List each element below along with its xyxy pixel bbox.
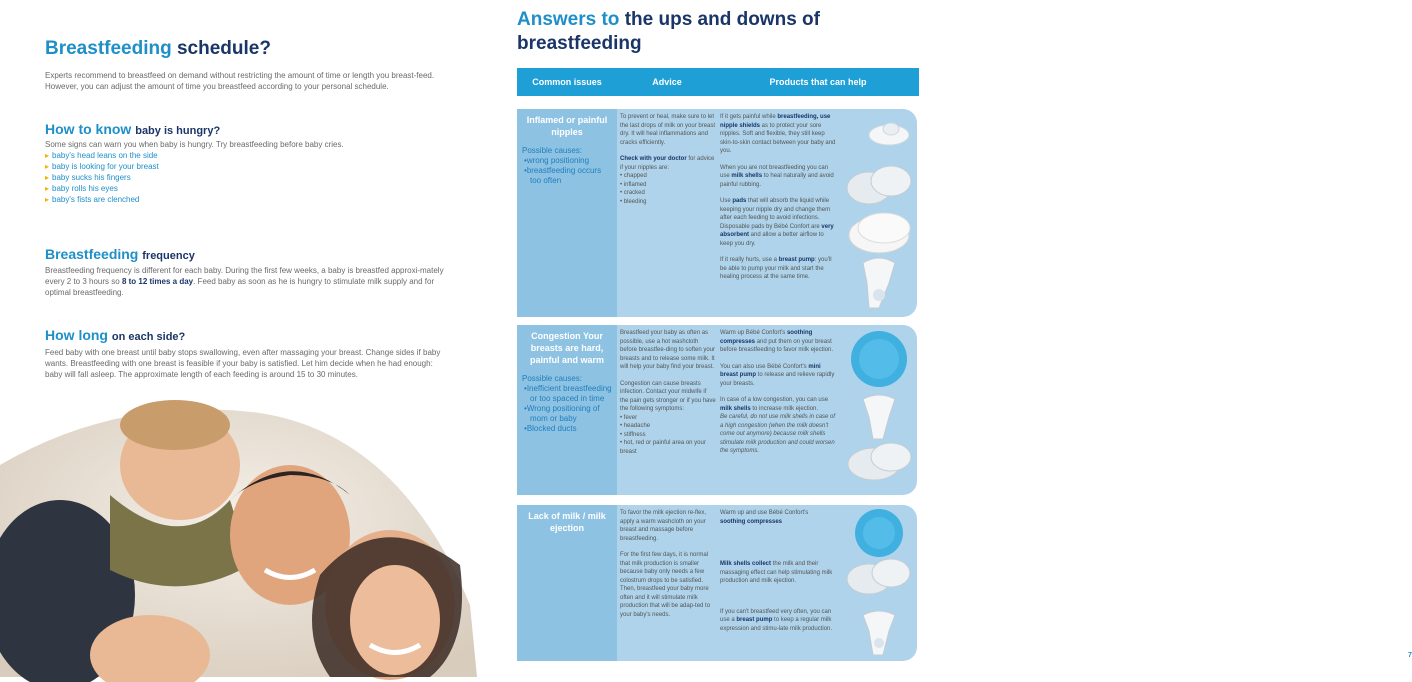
products-column — [720, 329, 838, 464]
advice-text-rest: for advice if your nipples are: — [620, 156, 715, 171]
nipple-shields-icon — [839, 113, 913, 313]
product-warning: Be careful, do not use milk shells in case of a high congestion (when the milk doesn't come out anymore) because milk shells stimulate milk production and could worsen the symptoms. — [720, 414, 836, 454]
list-item: • cracked — [620, 190, 645, 196]
product-text-a: Warm up Bébé Confort's — [720, 330, 787, 336]
hungry-signs-list — [45, 150, 159, 205]
answers-title — [517, 8, 937, 56]
howlong-heading-rest: on each side? — [111, 331, 186, 343]
product-bold: breastfeeding, use nipple shields — [720, 114, 831, 129]
header-advice: Advice — [652, 77, 682, 87]
list-item-text: stiffness — [623, 431, 646, 438]
list-item: • Blocked ducts — [522, 424, 612, 434]
list-item: ▸ baby's fists are clenched — [45, 194, 159, 205]
issue-title: Lack of milk / milk ejection — [528, 511, 606, 533]
list-item: • fever — [620, 414, 638, 421]
product-text — [720, 164, 838, 190]
advice-text: For the first few days, it is normal that milk production is smaller because baby only needs a few colostrum drops to be satisfied. Then, breastfeed your baby more often and it will stimulate milk production that will be adap-ted to your baby's needs. — [620, 552, 711, 618]
frequency-heading-accent: Breastfeeding — [45, 246, 139, 262]
issue-title: Congestion Your breasts are hard, painful and warm — [529, 331, 604, 365]
intro-text: Experts recommend to breastfeed on demand without restricting the amount of time or length you breast-feed. However, you can adjust the amount of time you breastfeed according to your personal schedule. — [45, 71, 435, 91]
advice-text — [620, 155, 716, 172]
advice-text: To favor the milk ejection re-flex, apply a warm washcloth on your breast and massage before breastfeeding. — [620, 510, 707, 542]
products-column — [720, 509, 838, 641]
frequency-heading — [45, 246, 195, 262]
list-item: • stiffness — [620, 431, 646, 438]
page-title — [45, 38, 271, 60]
list-item-text: chapped — [623, 173, 647, 179]
product-bold: pads — [732, 198, 747, 204]
issue-column — [517, 325, 617, 495]
list-item-text: bleeding — [623, 198, 647, 205]
advice-column — [620, 509, 716, 627]
header-products: Products that can help — [769, 77, 867, 87]
answers-title-accent: Answers to — [517, 9, 620, 30]
product-text-a: If it gets painful while — [720, 114, 778, 120]
list-item-text: hot, red or painful area on your breast — [620, 440, 706, 455]
list-item: • breastfeeding occurs too often — [522, 166, 612, 186]
issue-column — [517, 505, 617, 661]
issue-card-nipples — [517, 109, 917, 317]
frequency-text-bold: 8 to 12 times a day — [121, 277, 194, 286]
product-bold: soothing compresses — [720, 518, 783, 525]
product-bold: soothing compresses — [720, 330, 813, 345]
product-bold: very absorbent — [720, 223, 834, 238]
list-item: • headache — [620, 423, 651, 429]
howlong-heading-accent: How long — [45, 327, 108, 343]
advice-text: To prevent or heal, make sure to let the last drops of milk on your breast dry. It will heal inflammations and cracks efficiently. — [620, 114, 716, 146]
answers-title-rest: the ups and downs of breastfeeding — [517, 9, 820, 54]
product-text-a: You can also use Bébé Confort's — [720, 363, 809, 370]
products-column — [720, 113, 838, 290]
list-item: • wrong positioning — [522, 156, 612, 166]
issue-card-lack-of-milk — [517, 505, 917, 661]
frequency-text-a: Breastfeeding frequency is different for each baby. During the first few weeks, a baby is breastfed approxi-mately every 2 to 3 hours so — [45, 266, 444, 286]
product-bold: Milk shells collect — [720, 561, 772, 567]
product-text — [720, 509, 838, 526]
issue-column — [517, 109, 617, 317]
table-header — [517, 68, 919, 96]
product-text-b: as to protect your sore nipples. Soft and flexible, they still keep skin-to-skin contact between your baby and you. — [720, 122, 836, 154]
list-item: • chapped — [620, 173, 647, 179]
product-text — [720, 329, 838, 355]
howlong-heading — [45, 327, 185, 343]
list-item: • Wrong positioning of mom or baby — [522, 404, 612, 424]
causes-list — [522, 384, 612, 434]
frequency-text — [45, 265, 445, 298]
product-bold: breast pump — [778, 257, 815, 263]
product-text-a: Warm up and use Bébé Confort's — [720, 510, 809, 516]
list-item: • inflamed — [620, 181, 647, 188]
list-item: ▸ baby's head leans on the side — [45, 150, 159, 161]
page-number: 7 — [1408, 652, 1412, 659]
advice-text: Breastfeed your baby as often as possible, use a hot washcloth before breastfee-ding to soften your breasts and to release some milk. It will help your baby find your breast. — [620, 330, 716, 370]
hungry-heading — [45, 121, 220, 137]
howlong-text: Feed baby with one breast until baby stops swallowing, even after massaging your breast. Change sides if baby wants. Breastfeeding with one breast is feasible if your baby is satisfied. Let him decide when he had enough: baby will fall asleep. The approximate length of each feeding is around 15 to 30 minutes. — [45, 348, 441, 379]
product-text — [720, 197, 838, 248]
advice-column — [620, 113, 716, 206]
title-rest: schedule? — [176, 38, 271, 59]
hungry-heading-accent: How to know — [45, 121, 132, 137]
list-item-text: headache — [623, 423, 651, 429]
list-item: ▸ baby rolls his eyes — [45, 183, 159, 194]
frequency-heading-rest: frequency — [142, 250, 195, 262]
left-page — [0, 0, 477, 677]
product-text — [720, 608, 838, 634]
hungry-text: Some signs can warn you when baby is hungry. Try breastfeeding before baby cries. — [45, 140, 344, 149]
product-text — [720, 396, 838, 456]
product-text-b: to increase milk ejection. — [750, 405, 819, 412]
issue-card-congestion — [517, 325, 917, 495]
list-item-text: inflamed — [623, 181, 647, 188]
list-item: • hot, red or painful area on your breast — [620, 440, 706, 455]
product-text-b: the milk and their massaging effect can help stimulating milk production and milk ejection. — [720, 561, 833, 584]
product-text-b: : you'll be able to pump your milk and start the healing process at the same time. — [720, 257, 832, 280]
product-text-a: In case of a low congestion, you can use — [720, 397, 829, 403]
product-text-c: and allow a better airflow to keep you dry. — [720, 232, 824, 247]
soothing-compress-icon — [839, 329, 913, 491]
causes-list — [522, 156, 612, 186]
breast-pump-icon — [839, 507, 913, 659]
family-photo — [0, 405, 477, 677]
product-text-b: and put them on your breast before breastfeeding to favor milk ejection. — [720, 338, 834, 353]
product-bold: mini breast pump — [720, 363, 821, 378]
list-item: ▸ baby sucks his fingers — [45, 172, 159, 183]
list-item-text: cracked — [623, 190, 645, 196]
product-text — [720, 363, 838, 389]
list-item-text: fever — [623, 414, 638, 421]
product-text — [720, 256, 838, 282]
product-bold: milk shells — [731, 173, 763, 179]
right-page — [477, 0, 1412, 677]
advice-column — [620, 329, 716, 456]
product-text — [720, 560, 838, 586]
header-common-issues: Common issues — [532, 77, 602, 87]
issue-title: Inflamed or painful nipples — [526, 115, 608, 137]
product-text-b: to heal naturally and avoid painful rubbing. — [720, 173, 834, 188]
product-text-a: When you are not breastfeeding you can use — [720, 164, 829, 179]
product-text-b: to keep a regular milk expression and stimu-late milk production. — [720, 617, 833, 632]
frequency-text-b: . Feed baby as soon as he is hungry to stimulate milk supply and for optimal breastfeeding. — [45, 277, 435, 297]
product-bold: milk shells — [720, 405, 751, 412]
advice-text: Congestion can cause breasts infection. Contact your midwife if the pain gets stronger or if you have the following symptoms: — [620, 380, 716, 412]
list-item: ▸ baby is looking for your breast — [45, 161, 159, 172]
product-bold: breast pump — [736, 617, 773, 623]
product-text-a: If it really hurts, use a — [720, 257, 779, 263]
product-text-b: to release and relieve rapidly your breasts. — [720, 372, 835, 387]
causes-heading: Possible causes: — [522, 146, 583, 155]
causes-heading: Possible causes: — [522, 374, 583, 383]
hungry-heading-rest: baby is hungry? — [135, 125, 221, 137]
product-text-b: that will absorb the liquid while keeping your nipple dry and change them after each feeding to avoid infections. Disposable pads by Bébé Confort are — [720, 198, 831, 230]
advice-bold: Check with your doctor — [620, 156, 687, 162]
list-item: • Inefficient breastfeeding or too spaced in time — [522, 384, 612, 404]
product-text — [720, 113, 838, 156]
product-text-a: If you can't breastfeed very often, you can use a — [720, 608, 832, 623]
list-item: • bleeding — [620, 198, 647, 205]
title-accent: Breastfeeding — [45, 38, 172, 59]
product-text-a: Use — [720, 198, 733, 204]
